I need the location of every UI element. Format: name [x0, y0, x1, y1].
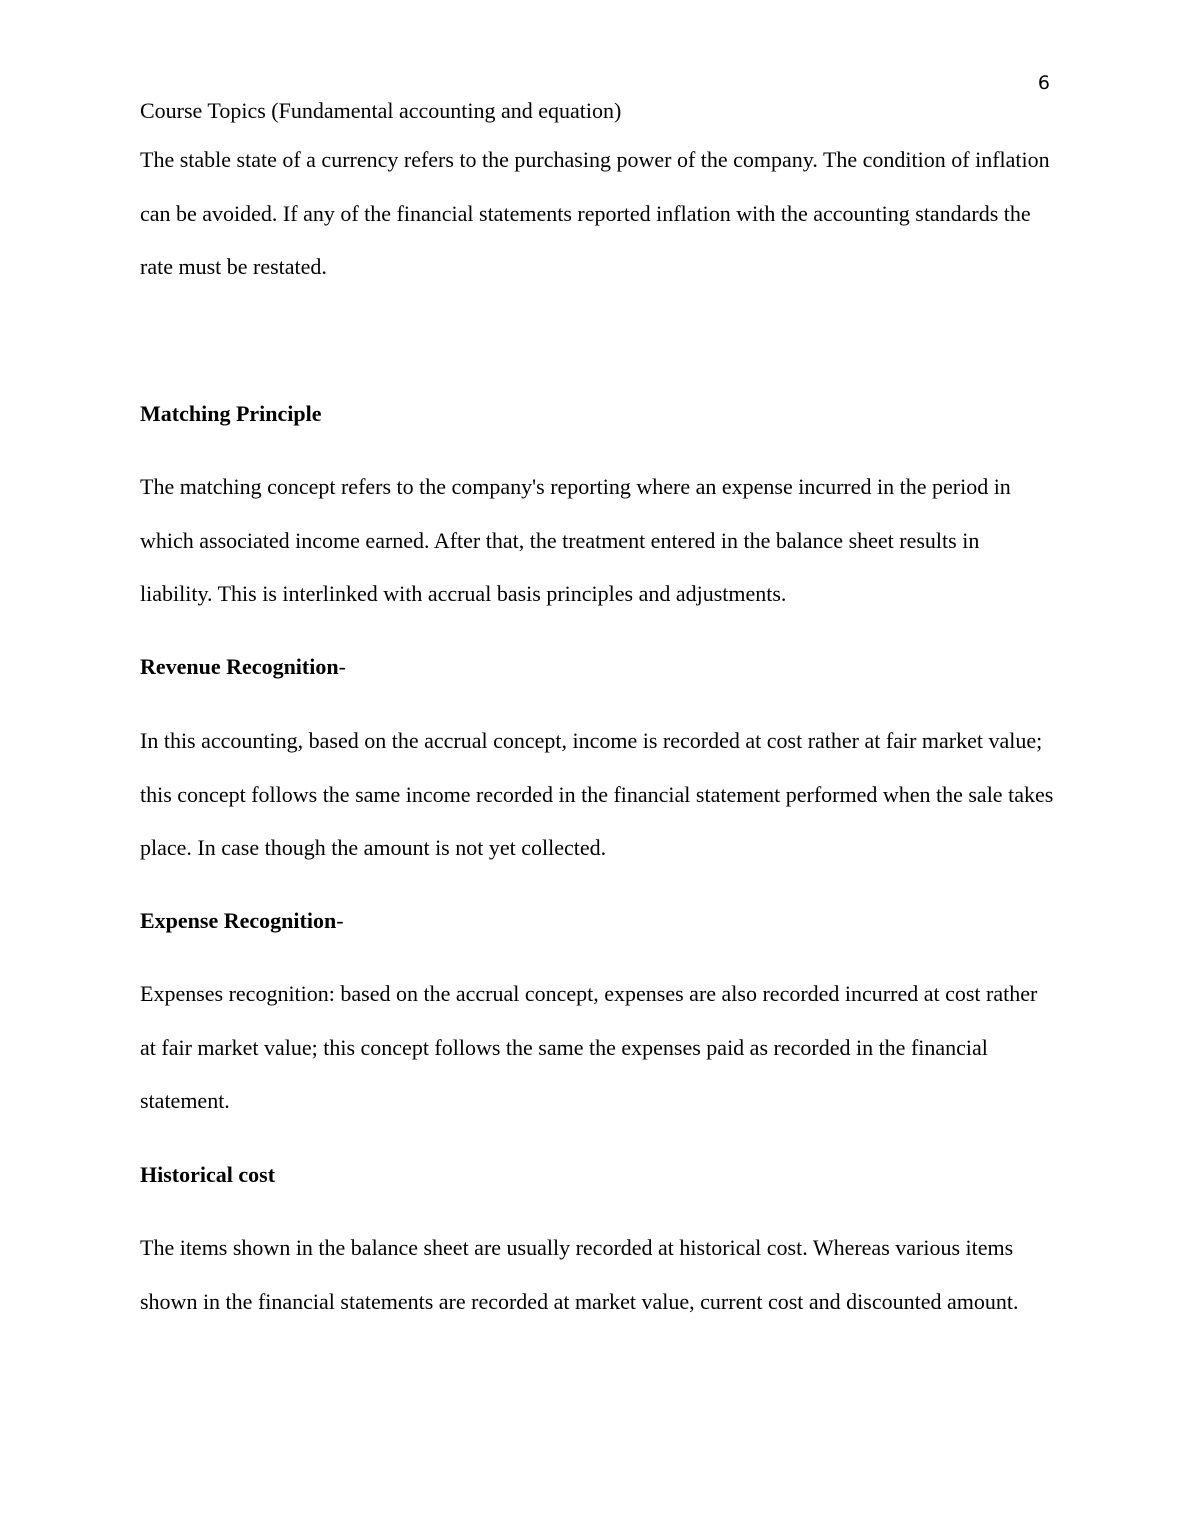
- revenue-heading-dash: -: [338, 654, 346, 679]
- historical-section: [140, 1221, 1055, 1328]
- expense-heading-dash: -: [336, 908, 344, 933]
- revenue-paragraph: In this accounting, based on the accrual concept, income is recorded at cost rather at fair market value; this concept follows the same income recorded in the financial statement performed when the sale takes place. In case though the amount is not yet collected.: [140, 728, 1054, 860]
- intro-section: [140, 133, 1055, 294]
- expense-heading-label: Expense Recognition: [140, 908, 337, 933]
- matching-paragraph: The matching concept refers to the company's reporting where an expense incurred in the period in which associated income earned. After that, the treatment entered in the balance sheet results in liability. This is interlinked with accrual basis principles and adjustments.: [140, 474, 1011, 606]
- expense-section: [140, 967, 1055, 1128]
- historical-paragraph: The items shown in the balance sheet are usually recorded at historical cost. Whereas various items shown in the financial statements are recorded at market value, current cost and discounted amount.: [140, 1235, 1019, 1314]
- intro-paragraph: The stable state of a currency refers to the purchasing power of the company. The condition of inflation can be avoided. If any of the financial statements reported inflation with the accounting standards the rate must be restated.: [140, 147, 1050, 279]
- historical-heading-block: [140, 1161, 1055, 1189]
- revenue-heading-label: Revenue Recognition: [140, 654, 339, 679]
- page-number: 6: [1037, 72, 1050, 94]
- revenue-recognition-heading: [140, 653, 1055, 681]
- expense-paragraph: Expenses recognition: based on the accrual concept, expenses are also recorded incurred at cost rather at fair market value; this concept follows the same the expenses paid as recorded in the financial statement.: [140, 981, 1038, 1113]
- matching-principle-heading: Matching Principle: [140, 401, 322, 426]
- historical-cost-heading: Historical cost: [140, 1162, 276, 1187]
- matching-heading-block: [140, 400, 1055, 428]
- revenue-heading-block: [140, 653, 1055, 681]
- expense-recognition-heading: [140, 907, 1055, 935]
- expense-heading-block: [140, 907, 1055, 935]
- revenue-section: [140, 714, 1055, 875]
- matching-section: [140, 460, 1055, 621]
- running-head: Course Topics (Fundamental accounting and equation): [140, 98, 622, 123]
